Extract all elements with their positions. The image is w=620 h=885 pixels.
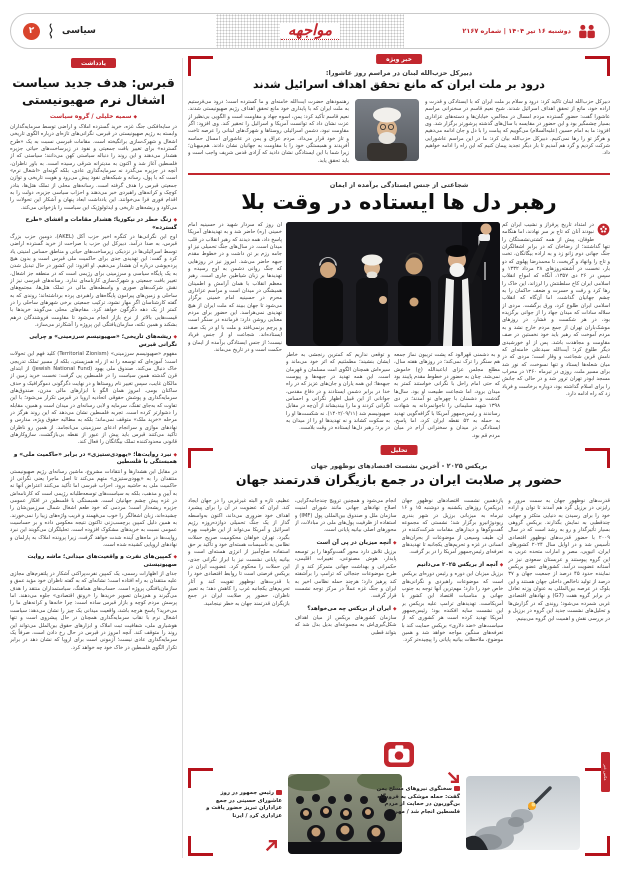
note-body-2: مفهوم «صهیونیسم سرزمینی» (Territorial Zionism) کلید فهم این تحولات است؛ آموزه‌ای که توسعه را نه از راه همزیستی، بلکه از مسیر تملک تدریجی خاک دنبال می‌کند. صندوق ملی یهود (Jewish National Fund) از ابتدای قرن گذشته همین سیاست را در فلسطین پی گرفت: نخست خرید زمین از مالکان غایب، سپس تغییر نام روستاها و در نهایت دگرگونی دموگرافیک و حذف ساکنان بومی. امروز همان الگو با ابزارهای مالی مدرن، صندوق‌های سرمایه‌گذاری و پوشش حقوقی اتحادیه اروپا در قبرس تکرار می‌شود؛ با این تفاوت که به‌جای تفنگ، سرمایه و لابی رسانه‌ای در میدان است و همین، مقابله را دشوارتر کرده است. تجربه فلسطین نشان می‌دهد که این روند هرگز در مرحله «خرید ملک» متوقف نمی‌ماند؛ بلکه به مطالبه حقوق ویژه، مدارس و نهادهای موازی و سرانجام ادعای سرزمینی می‌انجامد. از همین رو ناظران تأکید می‌کنند قبرس باید پیش از عبور از نقطه بی‌بازگشت، سازوکارهای قانونی محدودکننده تملک بیگانگان را فعال کند. bbox=[10, 351, 177, 446]
section-title: سیاسی bbox=[62, 26, 96, 36]
lead-article bbox=[188, 176, 610, 444]
camera-icon bbox=[384, 742, 414, 771]
note-byline: ◆سمیه خلیلی / گروه سیاست bbox=[49, 113, 138, 120]
missile-caption: سخنگوی نیروهای مسلح یمن گفت: حمله موشکی به فرودگاه بن‌گوریون در حمایت از مردم فلسطین انجام شد / مهر bbox=[376, 786, 460, 815]
lead-under-photo-right: و به دشمنی قهرآلود که پشت تریبون نماز جمعه هم سنگر را ترک نمی‌کند؛ در روزهای هفته سال، مطلع مجلس عزای اباعبدالله (ع) خاموش نمی‌شد. چنان به حضور در خطوط مقدم پایبند بود که حتی امام راحل با نگرانی خواستند کمتر به میدان برود، اما شجاعت طبیعت او بود. سال‌ها گذشت و دشمنان با چهره‌ای نو آمدند؛ در دی ۱۳۹۸ شهید سلیمانی را ناجوانمردانه به شهادت رساندند و رئیس‌جمهور آمریکا با گزافه‌گویی تهدید به حمله به ۵۲ نقطه ایران کرد، اما پاسخ، ایستادگی در میدان و سخنرانی آرام در میان مردم قم بود. bbox=[394, 352, 500, 439]
note-body-3: در مقابل این هشدارها و انتقادات مشروع، ماشین رسانه‌ای رژیم صهیونیستی منتقدان را به «یهودی‌ستیزی» متهم می‌کند تا اصل ماجرا یعنی نگرانی از حاکمیت ملی به حاشیه برود. احزاب قبرسی اما تأکید می‌کنند اعتراض آنها نه به آیین و مذهب، بلکه به سیاست‌های توسعه‌طلبانه رژیمی است که کارنامه‌اش در غزه پیش چشم جهانیان است. همبستگی با فلسطین در افکار عمومی جزیره ریشه‌دار است؛ مردمی که خود طعم اشغال شمال سرزمین‌شان را چشیده‌اند، زبان اشغالگر را خوب می‌فهمند و فریب واژه‌های زیبا را نمی‌خورند. به همین دلیل کمپین برچسب‌زنی تاکنون نتیجه معکوس داده و بر حساسیت عمومی نسبت به خریدهای مشکوک افزوده است. تحلیلگران می‌گویند این نبرد روایت‌ها در ماه‌های آینده شدت خواهد گرفت، زیرا پرونده املاک به پارلمان و نهادهای اروپایی کشیده شده است. bbox=[10, 468, 177, 548]
crowd-caption: رئیس جمهور در روز عاشورای حسینی در جمع عزاداران تبریز حضور یافت و عزاداری کرد / ایرنا bbox=[206, 790, 282, 819]
analysis-col-4: عظیم، تازه و البته غیرغربی را در جهان ایجاد کند. ایران که عضویت در آن را برای پیشبرد اهداف خود ضروری می‌داند، اکنون به‌واسطه گذار از یک جنگ تحمیلی دوازده‌روزه رژیم اسرائیل و آمریکا می‌تواند از این ظرفیت بهره بگیرد. تهران خواهان محکومیت صریح حملات نظامی به تأسیسات هسته‌ای خود و تأکید بر حق استفاده صلح‌آمیز از انرژی هسته‌ای است و بیانیه پایانی نشست نیز با ابراز نگرانی جدی، این حملات را محکوم کرد. عضویت ایران در بریکس فرصتی است تا روابط اقتصادی خود را با قدرت‌های نوظهور تقویت کند و آثار تحریم‌های یکجانبه غرب را کاهش دهد؛ به تعبیر ناظران، حضور پر صلابت ایران در جمع بازیگران قدرتمند جهان به خطر نینجامید. bbox=[188, 498, 290, 607]
note-heading-4: ◆کمپین‌های نفرت و واقعیت‌های میدانی؛ ماشه روایت صهیونیستی bbox=[27, 554, 177, 568]
analysis-col-3: انجام می‌شود و همچنین ترویج چندجانبه‌گرایی، اصلاح نهادهای جهانی مانند شورای امنیت سازمان ملل و صندوق بین‌المللی پول (IMF) و استفاده از ظرفیت پول‌های ملی در مبادلات، از محورهای اصلی بیانیه پایانی است. ◆آنچه میزبان در پی آن است برزیل تلاش دارد محور گفت‌وگوها را بر توسعه پایدار، هوش مصنوعی، تغییرات اقلیمی، حکمرانی و بهداشت جهانی متمرکز کند و از طرح موضوعات جنجالی که ترامپ را برآشفته کند پرهیز دارد؛ هرچند حمله نظامی اخیر به ایران و جنگ غزه عملاً در مرکز توجه نشست قرار گرفت. ◆ایران از بریکس چه می‌خواهد؟ سازمان کشورهای بریکس از میان اهداف شکل‌گیری‌اش به مجموعه‌ای بدیل بدل شد که بتواند قطبی bbox=[294, 498, 397, 636]
note-label: یادداشت bbox=[71, 58, 116, 68]
corner-bracket bbox=[188, 836, 213, 856]
newspaper-logo: مواجهه bbox=[280, 23, 340, 38]
arrow-down-right-icon bbox=[446, 770, 461, 789]
special-news-kicker: دبیرکل حزب‌الله لبنان در مراسم روز عاشورا: bbox=[325, 69, 473, 77]
note-body-4: جدای از اظهارات رسمی، یک کمپین نفرت‌پراکنی آشکار در پلتفرم‌های مجازی علیه منتقدان به راه افتاده است؛ نشانه‌ای که به گفته ناظران خود مؤید عمق و سازمان‌یافتگی پروژه است. حساب‌های هماهنگ، سیاستمداران منتقد را هدف می‌گیرند و هم‌زمان تصویر خریدها را «رونق اقتصادی» جلوه می‌دهند. اما پرسش مردم کوچه و بازار قبرس ساده است: چرا خانه‌ها و کرانه‌های ما را می‌خرید؟ پاسخ هرچه باشد، واقعیت میدانی یک چیز را نشان می‌دهد: سیاست اشغال نرم با نقاب سرمایه‌گذاری همچنان در حال پیشروی است و تنها هوشیاری ملی، شفافیت ثبت املاک و ابزارهای حقوق بین‌الملل می‌تواند این روند را متوقف کند. آنچه امروز در قبرس در حال رخ دادن است، صرفاً یک سرمایه‌گذاری عادی نیست؛ آزمونی است برای اروپا که نشان دهد در برابر تکرار الگوی فلسطین در خاک خود چه خواهد کرد. bbox=[10, 571, 177, 651]
special-news-body bbox=[188, 99, 610, 169]
masthead-bar bbox=[10, 13, 610, 49]
masthead-center bbox=[216, 14, 404, 48]
corner-bracket bbox=[585, 836, 610, 856]
note-title: قبرس: هدف جدید سیاست اشغال نرم صهیونیستی bbox=[12, 75, 175, 107]
analysis-col-2: یازدهمین نشست اقتصادهای نوظهور جهان (بریکس) روزهای یکشنبه و دوشنبه ۱۵ و ۱۶ تیرماه به میزبانی برزیل در شهر بندری ریودوژانیرو برگزار شد؛ نشستی که مجموعه گفت‌وگوها و دیدارهای مقامات شرکت‌کننده در آن، طیف وسیعی از موضوعات از بحران‌های انسانی در غزه و تحریم‌های یکجانبه تا تهدیدهای تعرفه‌ای رئیس‌جمهور آمریکا را در بر گرفت. ◆آنچه از بریکس ۲۰۲۵ می‌دانیم برزیل میزبان این دوره و رئیس دوره‌ای بریکس است که موضوعات راهبردی و نگرانی‌های خاص خود را دارد؛ مهم‌ترین آنها توجه به جنوب جهانی و مناسبات اقتصاد این کشور با آمریکاست. تهدیدهای ترامپ علیه بریکس بر این نشست سایه افکنده بود؛ رئیس‌جمهور آمریکا تهدید کرده است هر کشوری که از سیاست‌های «ضد دلاری» بریکس حمایت کند با تعرفه‌های سنگین مواجه خواهد شد و همین موضوع، ملاحظات بیانیه پایانی را پیچیده‌تر کرد. bbox=[401, 498, 504, 644]
note-column bbox=[10, 58, 177, 860]
section-ornament-icon bbox=[46, 23, 56, 39]
lead-col-left: آن روز که سردار شهید در حسینیه امام خمینی (ره) حاضر شد و به تهدیدهای آمریکا پاسخ داد، همه دیدند که رهبر انقلاب در قلب میدان است. در سال‌های جنگ تحمیلی نیز او جامه رزم بر تن داشت و در خطوط مقدم جبهه حاضر می‌شد. امروز نیز در روزهایی که جنگ روانی دشمن به اوج رسیده و تهدیدها بر زبان شیاطین جاری است، رهبر معظم انقلاب با همان آرامش و اطمینان همیشگی در میدان است و مراسم عزاداری محرم در حسینیه امام خمینی برگزار می‌شود تا جهان ببیند که ملت ایران از هیچ تهدیدی نمی‌هراسد. این حضور برای مردم معنایی روشن دارد: فرمانده در سنگر است و پرچم برنمی‌افتد و ملت با او در یک صف ایستاده‌اند. شجاعت او از جنس فریاد نیست؛ از جنس ایستادگی برآمده از ایمان و حکمت است و در تاریخ می‌ماند. bbox=[188, 222, 282, 353]
lead-kicker: شجاعتی از جنس ایستادگی برآمده از ایمان bbox=[329, 181, 469, 189]
diamond-bullet-icon: ◆ bbox=[392, 606, 397, 612]
note-intro: در سایه‌افکنی جنگ غزه، خرید گسترده املاک و اراضی توسط سرمایه‌گذاران وابسته به رژیم صهیونیستی در قبرس، نگرانی‌های تازه‌ای درباره الگوی تاریخی اشغال و شهرک‌سازی برانگیخته است. مقامات قبرسی نسبت به یک «طرح گسترده» برای تغییر بافت جمعیتی و نفوذ در زیرساخت‌های حیاتی جزیره هشدار می‌دهند و این روند را دنباله سیاستی کهن می‌دانند؛ سیاستی که از فلسطین آغاز شد و اکنون به مدیترانه شرقی رسیده است. به باور ناظران، آنچه در جزیره می‌گذرد نه سرمایه‌گذاری عادی، بلکه گونه‌ای «اشغال نرم» است که با پول، رسانه و شبکه‌های نفوذ پیش می‌رود و هویت تاریخی و توازن جمعیتی قبرس را هدف گرفته است. رسانه‌های محلی از تملک هتل‌ها، بنادر کوچک و کرانه‌های راهبردی خبر می‌دهند و احزاب سیاسی جزیره، دولت را به اقدام فوری فرا می‌خوانند. این یادداشت ابعاد پنهان و آشکار این تحولات را می‌کاود و ریشه‌های تاریخی و ایدئولوژیک این سیاست را بازخوانی می‌کند. bbox=[10, 124, 177, 211]
arrow-up-right-icon bbox=[264, 838, 279, 857]
analysis-article bbox=[188, 446, 610, 702]
cleric-portrait-photo bbox=[355, 99, 419, 161]
photo-news-tab: عکس خبر bbox=[601, 752, 610, 792]
analysis-label: تحلیل bbox=[381, 445, 418, 455]
note-heading-1: ◆زنگ خطر در نیکوزیا؛ هشدار مقامات و افشای «طرح گسترده» bbox=[25, 217, 177, 231]
note-heading-2: ◆ریشه‌های تاریخی؛ «صهیونیسم سرزمینی» و چرایی نگرانی قبرس bbox=[29, 334, 177, 348]
analysis-subhead-2: ◆آنچه میزبان در پی آن است bbox=[316, 539, 397, 546]
page-number-badge: ۲ bbox=[23, 23, 40, 40]
analysis-headline: حضور پر صلابت ایران در جمع بازیگران قدرتمند جهان bbox=[235, 472, 563, 487]
corner-bracket bbox=[188, 768, 213, 788]
quote-flower-icon bbox=[597, 223, 610, 239]
lead-headline: رهبر دل ها ایستاده در وقت بلا bbox=[241, 190, 557, 214]
special-news-col-left: رهنمودهای حضرت آیت‌الله خامنه‌ای و ما گسترده است؛ درود می‌فرستیم به ملت ایران که با پایداری خود مانع تحقق اهداف رژیم صهیونیستی شدند. نعیم قاسم تأکید کرد: یمن، اسوه جهاد و مقاومت است و الگویی بی‌نظیر از عزت نشان داد که توانست آمریکا و اسرائیل را تحقیر کند. وی افزود: اگر مقاومت نبود، دشمن اسرائیلی روستاها و شهرک‌های لبنانی را عرصه تاخت و تاز خود قرار می‌داد. مردم عراق و یمن در عاشورای امسال حماسه آفریدند و همبستگی خود را با مقاومت به جهانیان نشان دادند. هم‌میهنان؛ زیرا شما با این ایستادگی نشان دادید که آزادی قدس شریف واجب است و باید تحقق یابد. bbox=[188, 99, 349, 164]
diamond-bullet-icon: ◆ bbox=[173, 452, 177, 458]
special-news-label: خبر ویژه bbox=[376, 54, 422, 64]
analysis-subhead-3: ◆ایران از بریکس چه می‌خواهد؟ bbox=[307, 605, 397, 612]
special-news-headline: درود بر ملت ایران که مانع تحقق اهداف اسرائیل شدند bbox=[253, 78, 545, 91]
issue-date: دوشنبه ۱۶ تیر ۱۴۰۴ | شماره ۲۱۶۷ bbox=[462, 27, 571, 35]
analysis-col-1: قدرت‌های نوظهور جهان به سمت مرور و رایزنی در برزیل گرد هم آمدند تا توان و اراده خود را برای رسیدن به دنیایی متکثر و جهانی چندقطبی به نمایش بگذارند. بریکس گروهی بسیار تأثیرگذار و رو به رشد است که در سال ۲۰۰۹ با حضور قدرت‌های نوظهور اقتصادی تأسیس شد و در اوایل سال ۲۰۲۴ کشورهای ایران، اتیوپی، مصر و امارات متحده عربی به این گروه پیوستند و عربستان سعودی نیز در آستانه عضویت درآمد. کشورهای عضو بریکس نماینده حدود ۴۵ درصد از جمعیت جهان و ۳۷ درصد از تولید ناخالص داخلی جهان هستند و این بلوک در عرصه بین‌المللی به عنوان وزنه تعادل در برابر گروه هفت (G7) و نهادهای اقتصادی غربی شمرده می‌شود؛ روندی که در گزارش‌ها و تحلیل‌های نشست جدید این گروه در برزیل و در بررسی نقش و اهمیت این گروه می‌بینیم. bbox=[508, 498, 610, 622]
missile-launch-photo bbox=[466, 776, 580, 850]
logo-subline bbox=[281, 39, 339, 40]
photo-credit-icon bbox=[276, 790, 282, 795]
column-divider bbox=[182, 58, 183, 858]
note-body-1: اوج این نگرانی‌ها در کنگره اخیر حزب آکل (AKEL)، دومین حزب بزرگ قبرس، به صدا درآمد. دبیرکل این حزب با صراحت از خرید گسترده اراضی توسط اسرائیلی‌ها در نزدیکی زیرساخت‌های حیاتی و مناطق حساس امنیتی یاد کرد و گفت: این تهدیدی جدی برای حاکمیت ملی قبرس است و بدون هیچ پرده‌پوشی درباره آن هشدار می‌دهیم. او افزود: این کشور در حال تبدیل شدن به یک پایگاه سیاسی و سرزمینی برای رژیمی است که در منطقه جز اشغال، تغییر بافت جمعیتی و شهرک‌سازی کارنامه‌ای ندارد. رسانه‌های قبرسی نیز از نقش شرکت‌های صوری و واسطه‌های مالی در تملک هتل‌ها، مجتمع‌های ساحلی و زمین‌های پیرامون پایگاه‌های راهبردی پرده برداشته‌اند؛ روندی که به گفته کارشناسان اگر مهار نشود، ترکیب جمعیتی برخی شهرهای ساحلی را در کمتر از یک دهه دگرگون خواهد کرد. مقام‌های محلی می‌گویند خریدها با قیمت‌هایی بالاتر از نرخ بازار انجام می‌شود تا مقاومت فروشندگان درهم بشکند و همین نکته، سازمان‌یافتگی این پروژه را آشکارتر می‌سازد. bbox=[10, 233, 177, 329]
analysis-columns bbox=[188, 498, 610, 700]
photo-news-strip bbox=[188, 742, 610, 860]
leader-ceremony-photo bbox=[286, 222, 500, 346]
diamond-bullet-icon: ◆ bbox=[499, 562, 504, 568]
diamond-bullet-icon: ◆ bbox=[133, 115, 138, 120]
diamond-bullet-icon: ◆ bbox=[392, 540, 397, 546]
special-news-col-right: دبیرکل حزب‌الله لبنان تأکید کرد: درود و سلام بر ملت ایران که با ایستادگی و قدرت و اراده خود، مانع از تحقق اهداف اسرائیل شدند. شیخ نعیم قاسم در سخنرانی مراسم عاشورا گفت: حضور گسترده مردم امسال در مجالس، خیابان‌ها و دسته‌های عزاداری بسیار چشمگیر بود و این حضور در مقایسه با سال‌های گذشته پرشورتر برگزار شد. وی افزود: ما به امام حسین (علیه‌السلام) می‌گوییم که پیامت را با دل و جان ادامه می‌دهیم و هرگز تو را رها نمی‌کنیم. دبیرکل حزب‌الله بیان کرد: ما در این مراسم عاشورایی شرکت کردیم و گرد هم آمدیم تا بار دیگر تجدید پیمان کنیم که این راه را ادامه خواهیم داد. bbox=[424, 99, 610, 157]
lead-under-photo-left: و توقعی نداریم که کمترین رنجشی به خاطر ایشان بنشیند؛ مطمئنیم که اثر خود می‌ماند و سیره‌اش همچنان الگوی امت مسلمان و قهرمان است. این همه تهدید در جبهه‌ها و پیوست جبهه‌ها؛ این همه یاران و جان‌های عزیز که در راه خدا در برابر دشمن ایستادند و در دفاع مقدس، جوانانی از این قبیل اظهار نگرانی و احساس نگرانی کردند و ما را بیندیشاند از آن‌چه در مقابل صهیونیسم شد (۱۴۰۲/۰۹/۱۱). نه شکست‌ها او را به سکوت کشاند و نه تهدیدها او را از میدان به در برد؛ رهبر دل‌ها ایستاده در وقت بلاست. bbox=[286, 352, 390, 432]
analysis-subhead-1: ◆آنچه از بریکس ۲۰۲۵ می‌دانیم bbox=[416, 561, 504, 568]
header-section-group bbox=[23, 23, 96, 40]
lead-col-right: در امتداد تاریخ پرفراز و نشیب ایران کم نبودند آنان که تاج بر سر نهادند، اما هنگامه طوفان، پیش از همه کشتی‌نشستگان را تنها گذاشتند؛ از رضاخان که در برابر اشغالگران جنگ جهانی دوم زانو زد و به اراده بیگانگان، تخت و تاج را وانهاد و گریخت، تا محمدرضا پهلوی که دو بار، نخست در آشفته‌روزهای ۲۸ مرداد ۱۳۳۲ و سپس در ۲۶ دی ۱۳۵۷، آنگاه که امواج انقلاب اسلامی ایران کاخ سلطنتش را لرزاند، این خاک را رها کرد و رفت و حسرت و ضعف حاکمان را به چشم جهانیان گذاشت. اما آن‌گاه که انقلاب اسلامی ایران طلوع کرد، ورق برگشت. مردی از سلاله سادات که میدان جهاد را از جوانی برگزیده بود، در هر شکست و فشار، در روزهای موشک‌باران تهران از جمع مردم خارج نشد و به مردم آموخت که رهبر باید خود نخستین در صف مقاومت و مجاهدت باشد. پس از او خورشیدی دیگر طلوع کرد؛ آیت‌الله سیدعلی خامنه‌ای که نامش قرین شجاعت و وقار است؛ مردی که در میان شعله‌ها ایستاد و تنها نسوخت، که نور شد برای مسیر ملت. روزی در تیرماه ۱۳۶۰ در محراب مسجد ابوذر تهران ترور شد و در حالی که جانش را برای اسلام گذاشته بود، دوباره برخاست و فریاد زد که راه ادامه دارد. bbox=[502, 222, 610, 397]
note-heading-3: ◆نبرد روایت‌ها؛ «یهودی‌ستیزی» در برابر «حاکمیت ملی» و همبستگی با فلسطین bbox=[13, 451, 177, 466]
special-news-article bbox=[188, 56, 610, 176]
diamond-bullet-icon: ◆ bbox=[173, 335, 177, 341]
header-date-group bbox=[462, 24, 597, 39]
diamond-bullet-icon: ◆ bbox=[173, 555, 177, 561]
red-rule bbox=[188, 173, 610, 175]
analysis-kicker: بریکس ۲۰۲۵ - آخرین نشست اقتصادهای نوظهور جهان bbox=[310, 462, 488, 470]
diamond-bullet-icon: ◆ bbox=[173, 218, 177, 224]
people-icon bbox=[577, 24, 597, 39]
